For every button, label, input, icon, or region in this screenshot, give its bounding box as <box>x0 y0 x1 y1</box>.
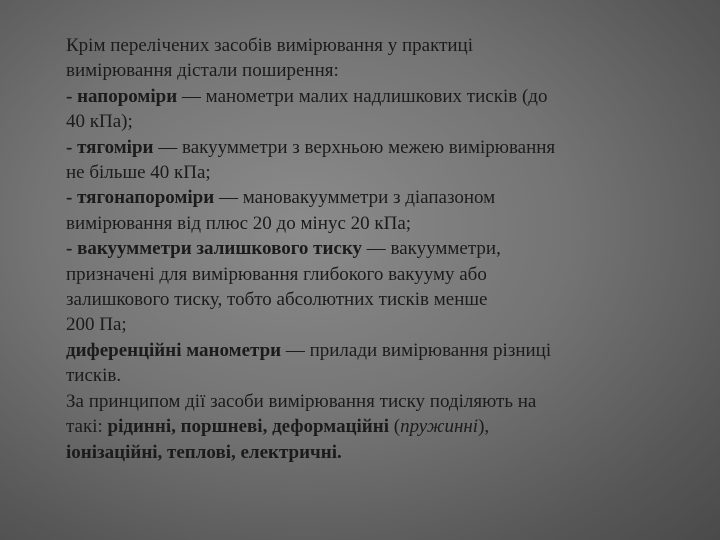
classification-paragraph <box>66 389 696 465</box>
term-definition: 40 кПа); <box>66 111 133 133</box>
gauge-types-bold: іонізаційні, теплові, електричні. <box>66 441 342 463</box>
term-label: диференційні манометри <box>66 339 282 361</box>
term-definition: призначені для вимірювання глибокого вакууму або <box>66 263 487 285</box>
list-item-differential <box>66 338 696 389</box>
term-label: - тягонапороміри <box>66 187 215 209</box>
classification-line: За принципом дії засоби вимірювання тиску поділяють на <box>66 390 537 412</box>
intro-paragraph <box>66 33 696 84</box>
term-label: - напороміри <box>66 85 178 107</box>
paren-close: ), <box>478 416 490 438</box>
term-definition: залишкового тиску, тобто абсолютних тисків менше <box>66 289 488 311</box>
list-item-tiahonapieromiry <box>66 185 696 236</box>
term-definition: тисків. <box>66 365 122 387</box>
term-definition: не більше 40 кПа; <box>66 162 211 184</box>
term-label: - тягоміри <box>66 136 154 158</box>
slide-body <box>66 33 696 465</box>
term-definition: 200 Па; <box>66 314 127 336</box>
term-label: - вакуумметри залишкового тиску <box>66 238 363 260</box>
list-item-residual-vacuum <box>66 236 696 338</box>
gauge-types-bold: рідинні, поршневі, деформаційні <box>107 416 389 438</box>
paren-open: ( <box>388 416 401 438</box>
intro-line: вимірювання дістали поширення: <box>66 60 339 82</box>
term-definition: — мановакуумметри з діапазоном <box>214 187 496 209</box>
intro-line: Крім перелічених засобів вимірювання у практиці <box>66 35 473 56</box>
term-definition: — прилади вимірювання різниці <box>281 339 552 361</box>
classification-prefix: такі: <box>66 416 108 438</box>
term-definition: вимірювання від плюс 20 до мінус 20 кПа; <box>66 212 412 234</box>
term-definition: — вакуумметри з верхньою межею вимірювання <box>153 136 556 158</box>
spring-type-italic: пружинні <box>400 416 479 438</box>
list-item-tiahomiry <box>66 135 696 186</box>
term-definition: — манометри малих надлишкових тисків (до <box>177 85 548 107</box>
term-definition: — вакуумметри, <box>362 238 501 260</box>
list-item-napieromiry <box>66 84 696 135</box>
